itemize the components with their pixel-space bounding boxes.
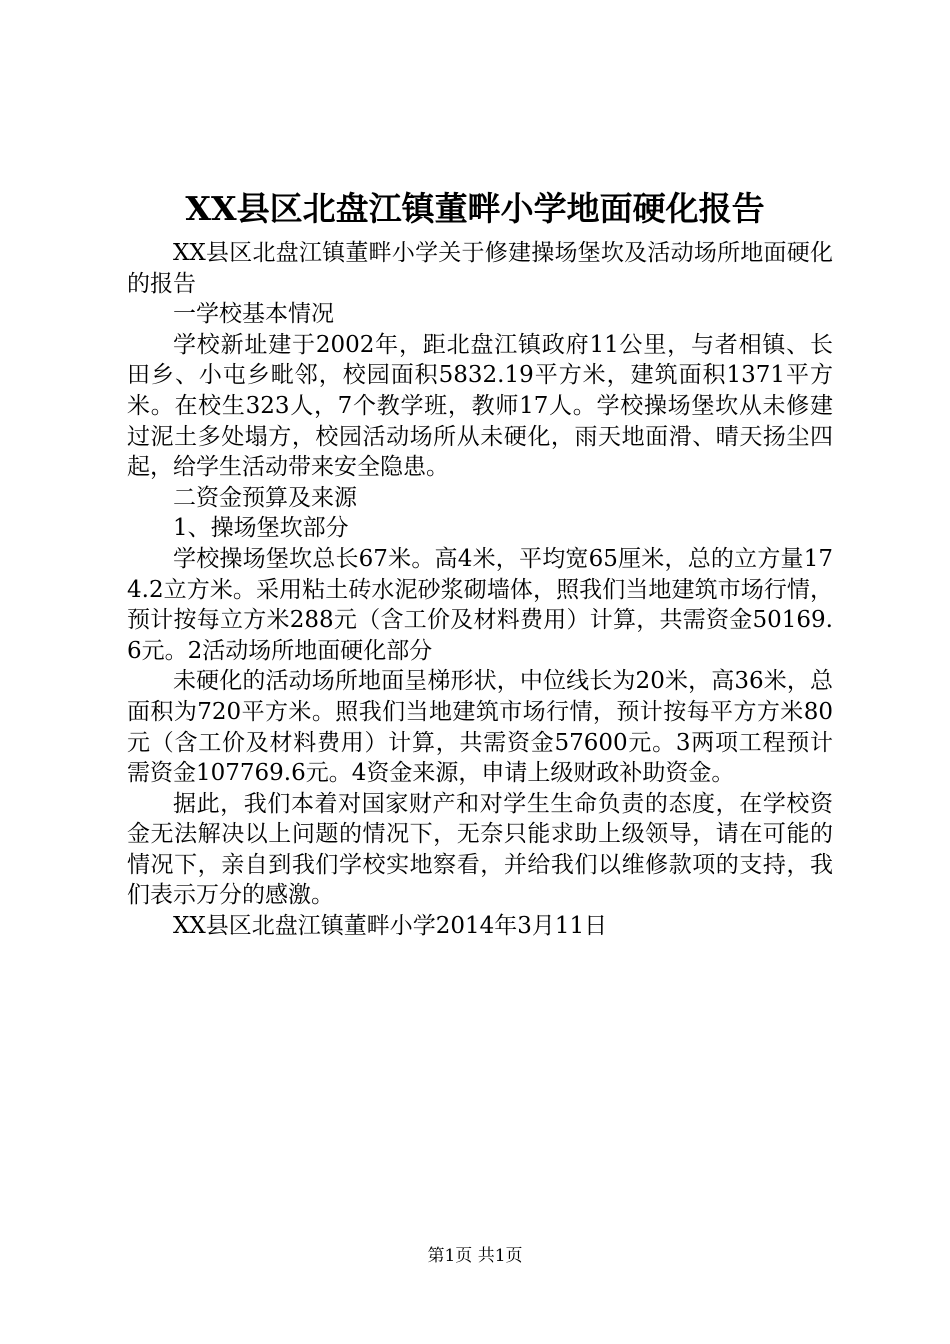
- section-heading-budget: 二资金预算及来源: [173, 484, 357, 511]
- subsection-heading-retaining-wall: 1、操场堡坎部分: [173, 515, 349, 542]
- intro-paragraph: XX县区北盘江镇董畔小学关于修建操场堡坎及活动场所地面硬化的报告: [127, 240, 833, 297]
- signature-date-line: XX县区北盘江镇董畔小学2014年3月11日: [173, 913, 608, 940]
- retaining-wall-paragraph: 学校操场堡坎总长67米。高4米，平均宽65厘米，总的立方量174.2立方米。采用粘土砖水泥砂浆砌墙体，照我们当地建筑市场行情，预计按每立方米288元（含工价及材料费用）计算，共需资金50169.6元。2活动场所地面硬化部分: [127, 545, 833, 664]
- section-heading-basic-info: 一学校基本情况: [173, 301, 334, 328]
- ground-hardening-paragraph: 未硬化的活动场所地面呈梯形状，中位线长为20米，高36米，总面积为720平方米。照我们当地建筑市场行情，预计按每平方方米80元（含工价及材料费用）计算，共需资金57600元。3两项工程预计需资金107769.6元。4资金来源，申请上级财政补助资金。: [127, 668, 833, 787]
- document-title: XX县区北盘江镇董畔小学地面硬化报告: [185, 189, 765, 228]
- basic-info-paragraph: 学校新址建于2002年，距北盘江镇政府11公里，与者相镇、长田乡、小屯乡毗邻，校园面积5832.19平方米，建筑面积1371平方米。在校生323人，7个教学班，教师17人。学校操场堡坎从未修建过泥土多处塌方，校园活动场所从未硬化，雨天地面滑、晴天扬尘四起，给学生活动带来安全隐患。: [127, 331, 833, 481]
- request-paragraph: 据此，我们本着对国家财产和对学生生命负责的态度，在学校资金无法解决以上问题的情况下，无奈只能求助上级领导，请在可能的情况下，亲自到我们学校实地察看，并给我们以维修款项的支持，我们表示万分的感激。: [127, 790, 833, 909]
- document-body: [127, 238, 833, 942]
- page-footer: 第1页 共1页: [427, 1246, 523, 1266]
